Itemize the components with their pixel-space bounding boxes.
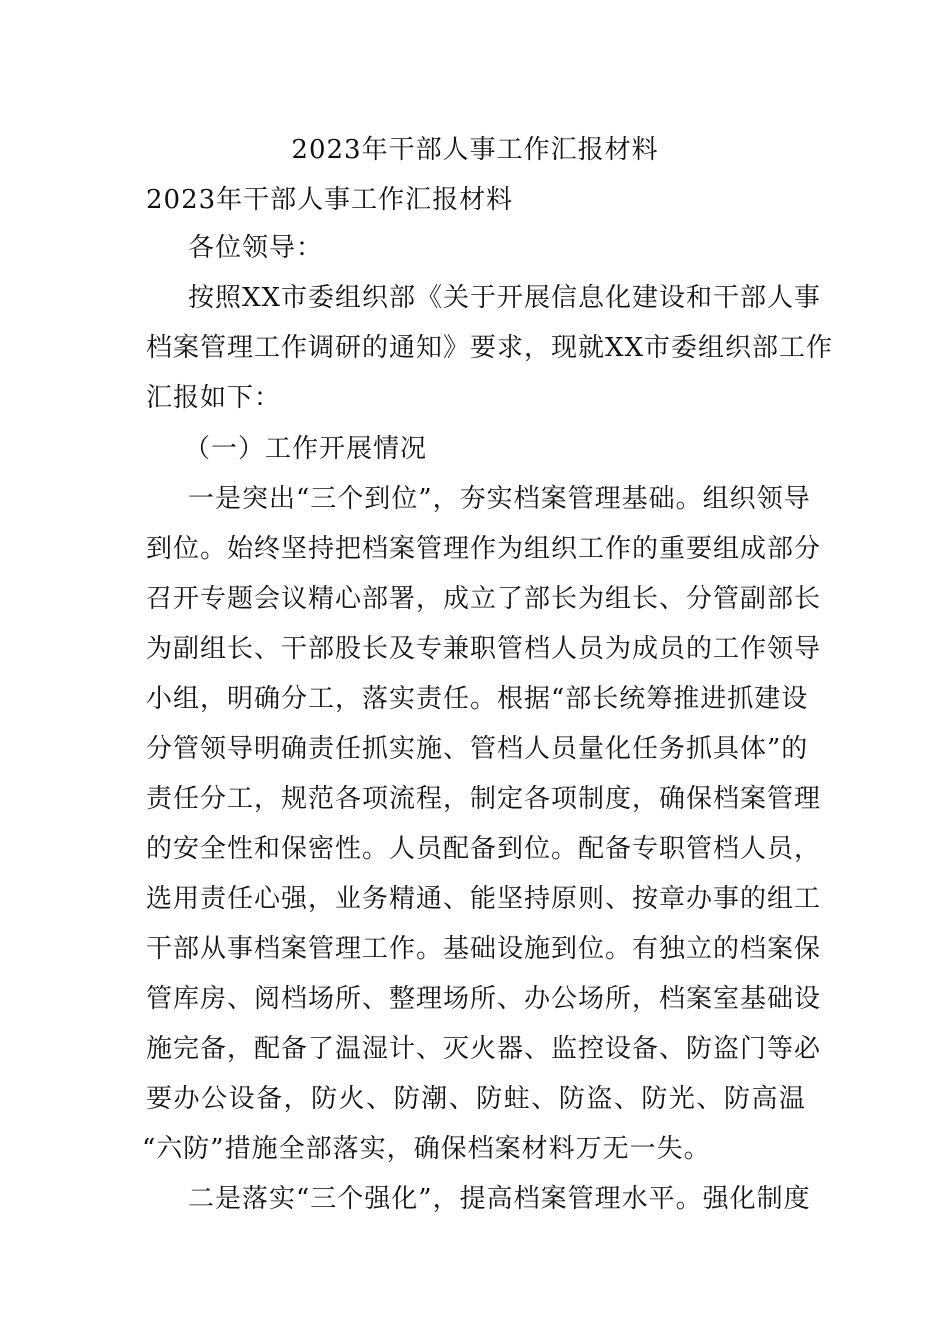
body-line-3: 汇报如下： — [146, 383, 282, 413]
body-line-18: 二是落实“三个强化”，提高档案管理水平。强化制度 — [188, 1184, 811, 1214]
body-line-10: 责任分工，规范各项流程，制定各项制度，确保档案管理 — [146, 784, 822, 814]
body-line-8: 小组，明确分工，落实责任。根据“部长统筹推进抓建设 — [146, 684, 809, 714]
body-line-1: 按照XX市委组织部《关于开展信息化建设和干部人事 — [188, 283, 822, 313]
section-heading: （一）工作开展情况 — [184, 434, 428, 464]
body-line-6: 召开专题会议精心部署，成立了部长为组长、分管副部长 — [146, 584, 822, 614]
body-line-13: 干部从事档案管理工作。基础设施到位。有独立的档案保 — [146, 934, 822, 964]
body-line-16: 要办公设备，防火、防潮、防蛀、防盗、防光、防高温 — [146, 1084, 806, 1114]
body-line-9: 分管领导明确责任抓实施、管档人员量化任务抓具体”的 — [146, 734, 809, 764]
body-line-12: 选用责任心强，业务精通、能坚持原则、按章办事的组工 — [146, 884, 822, 914]
body-line-5: 到位。始终坚持把档案管理作为组织工作的重要组成部分 — [146, 534, 822, 564]
salutation: 各位领导： — [188, 233, 324, 263]
body-line-11: 的安全性和保密性。人员配备到位。配备专职管档人员， — [146, 834, 822, 864]
body-line-17: “六防”措施全部落实，确保档案材料万无一失。 — [142, 1134, 711, 1164]
body-line-2: 档案管理工作调研的通知》要求，现就XX市委组织部工作 — [146, 333, 834, 363]
body-line-4: 一是突出“三个到位”，夯实档案管理基础。组织领导 — [188, 484, 811, 514]
document-subtitle: 2023年干部人事工作汇报材料 — [146, 185, 514, 215]
body-line-15: 施完备，配备了温湿计、灭火器、监控设备、防盗门等必 — [146, 1034, 822, 1064]
body-line-7: 为副组长、干部股长及专兼职管档人员为成员的工作领导 — [146, 634, 822, 664]
document-title: 2023年干部人事工作汇报材料 — [291, 135, 659, 165]
body-line-14: 管库房、阅档场所、整理场所、办公场所，档案室基础设 — [146, 984, 822, 1014]
